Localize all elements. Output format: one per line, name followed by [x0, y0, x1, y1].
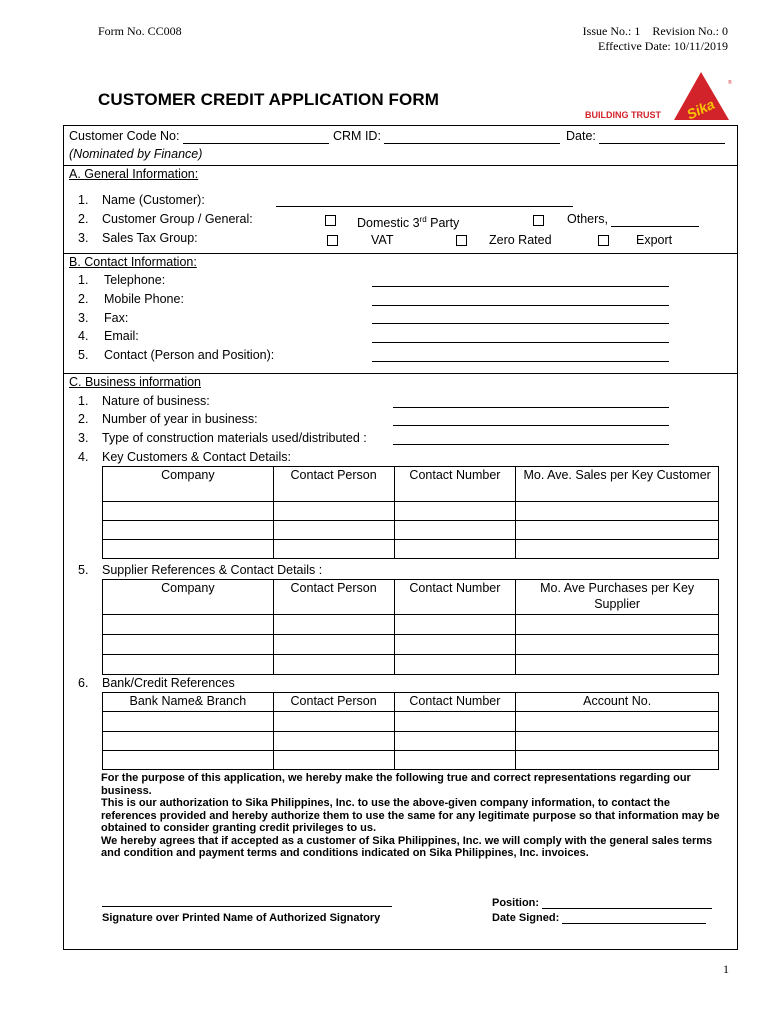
- email-label: Email:: [104, 329, 139, 343]
- divider: [63, 373, 738, 374]
- date-line[interactable]: [599, 132, 725, 144]
- form-number: Form No. CC008: [98, 24, 182, 38]
- sika-logo-icon: [672, 70, 732, 122]
- table-row[interactable]: [103, 615, 719, 635]
- page-number: 1: [723, 962, 729, 976]
- item-number: 6.: [78, 676, 89, 690]
- others-checkbox[interactable]: [533, 215, 544, 226]
- sika-logo: [672, 70, 732, 122]
- item-number: 3.: [78, 231, 89, 245]
- page-title: CUSTOMER CREDIT APPLICATION FORM: [98, 90, 439, 109]
- sales-tax-label: Sales Tax Group:: [102, 231, 198, 245]
- item-number: 2.: [78, 212, 89, 226]
- column-header: Account No.: [516, 693, 719, 712]
- table-row[interactable]: [103, 751, 719, 770]
- legal-paragraph: This is our authorization to Sika Philippines, Inc. to use the above-given company information, to contact the references provided and hereby authorize them to use the same for any legitimate purpose so that information may be obtained to consider granting credit privileges to us.: [101, 797, 720, 834]
- customer-code-label: Customer Code No:: [69, 129, 180, 143]
- name-line[interactable]: [276, 206, 573, 207]
- zero-rated-option: Zero Rated: [489, 233, 552, 247]
- years-in-business-label: Number of year in business:: [102, 412, 258, 426]
- column-header: Contact Person: [273, 467, 394, 502]
- supplier-references-label: Supplier References & Contact Details :: [102, 563, 323, 577]
- bank-references-table: [102, 692, 719, 770]
- column-header: Mo. Ave Purchases per Key Supplier: [516, 580, 719, 615]
- date-field[interactable]: [566, 129, 725, 144]
- divider: [63, 253, 738, 254]
- nature-of-business-label: Nature of business:: [102, 394, 210, 408]
- section-a-heading: A. General Information:: [69, 167, 199, 181]
- column-header: Company: [103, 580, 274, 615]
- column-header: Contact Number: [394, 467, 516, 502]
- effective-date: Effective Date: 10/11/2019: [598, 39, 728, 53]
- table-row[interactable]: [103, 655, 719, 675]
- others-line[interactable]: [611, 215, 699, 227]
- item-number: 3.: [78, 431, 89, 445]
- fax-label: Fax:: [104, 311, 129, 325]
- supplier-references-table: [102, 579, 719, 675]
- item-number: 1.: [78, 273, 89, 287]
- domestic-option: Domestic 3rd Party: [357, 215, 460, 231]
- item-number: 1.: [78, 394, 89, 408]
- brand-tagline: BUILDING TRUST: [585, 110, 661, 120]
- item-number: 3.: [78, 311, 89, 325]
- issue-revision: Issue No.: 1 Revision No.: 0: [582, 24, 728, 38]
- table-header-row: [103, 467, 719, 502]
- table-row[interactable]: [103, 540, 719, 559]
- column-header: Bank Name& Branch: [103, 693, 274, 712]
- column-header: Contact Person: [273, 580, 394, 615]
- column-header: Contact Number: [394, 580, 516, 615]
- svg-text:®: ®: [728, 80, 732, 86]
- column-header: Contact Number: [394, 693, 516, 712]
- telephone-label: Telephone:: [104, 273, 166, 287]
- section-b-heading: B. Contact Information:: [69, 255, 197, 269]
- table-row[interactable]: [103, 635, 719, 655]
- key-customers-label: Key Customers & Contact Details:: [102, 450, 291, 464]
- table-row[interactable]: [103, 502, 719, 521]
- others-option[interactable]: Others,: [567, 212, 699, 227]
- name-label: Name (Customer):: [102, 193, 205, 207]
- item-number: 5.: [78, 348, 89, 362]
- table-row[interactable]: [103, 521, 719, 540]
- column-header: Company: [103, 467, 274, 502]
- item-number: 2.: [78, 292, 89, 306]
- legal-paragraph: For the purpose of this application, we hereby make the following true and correct representations regarding our business.: [101, 772, 691, 797]
- item-number: 5.: [78, 563, 89, 577]
- date-signed-field[interactable]: [492, 912, 706, 924]
- crm-id-label: CRM ID:: [333, 129, 381, 143]
- zero-rated-checkbox[interactable]: [456, 235, 467, 246]
- item-number: 1.: [78, 193, 89, 207]
- contact-person-label: Contact (Person and Position):: [104, 348, 275, 362]
- export-option: Export: [636, 233, 673, 247]
- item-number: 4.: [78, 450, 89, 464]
- date-label: Date:: [566, 129, 596, 143]
- signature-line[interactable]: [102, 906, 392, 907]
- contact-person-line[interactable]: [372, 361, 669, 362]
- vat-checkbox[interactable]: [327, 235, 338, 246]
- section-c-heading: C. Business information: [69, 375, 202, 389]
- position-label: Position:: [492, 897, 540, 909]
- table-header-row: [103, 580, 719, 615]
- years-in-business-line[interactable]: [393, 425, 669, 426]
- key-customers-table: [102, 466, 719, 559]
- signatory-label: Signature over Printed Name of Authorized Signatory: [102, 912, 381, 924]
- mobile-phone-label: Mobile Phone:: [104, 292, 184, 306]
- vat-option: VAT: [371, 233, 394, 247]
- crm-id-line[interactable]: [384, 132, 560, 144]
- customer-code-field[interactable]: [69, 129, 329, 144]
- table-row[interactable]: [103, 732, 719, 751]
- position-field[interactable]: [492, 897, 712, 909]
- nature-of-business-line[interactable]: [393, 407, 669, 408]
- table-header-row: [103, 693, 719, 712]
- bank-references-label: Bank/Credit References: [102, 676, 235, 690]
- table-row[interactable]: [103, 712, 719, 732]
- divider: [63, 165, 738, 166]
- column-header: Mo. Ave. Sales per Key Customer: [516, 467, 719, 502]
- customer-group-label: Customer Group / General:: [102, 212, 253, 226]
- legal-statement: [101, 772, 721, 860]
- domestic-checkbox[interactable]: [325, 215, 336, 226]
- materials-line[interactable]: [393, 444, 669, 445]
- nominated-note: (Nominated by Finance): [69, 147, 203, 161]
- column-header: Contact Person: [273, 693, 394, 712]
- item-number: 4.: [78, 329, 89, 343]
- legal-paragraph: We hereby agrees that if accepted as a customer of Sika Philippines, Inc. we will comply with the general sales terms and condition and payment terms and conditions indicated on Sika Philippines, Inc. invoices.: [101, 834, 713, 859]
- export-checkbox[interactable]: [598, 235, 609, 246]
- crm-id-field[interactable]: [333, 129, 560, 144]
- mobile-phone-line[interactable]: [372, 305, 669, 306]
- materials-label: Type of construction materials used/distributed :: [102, 431, 367, 445]
- fax-line[interactable]: [372, 323, 669, 324]
- svg-text:Sika: Sika: [684, 95, 718, 122]
- item-number: 2.: [78, 412, 89, 426]
- date-signed-label: Date Signed:: [492, 912, 560, 924]
- date-signed-line[interactable]: [562, 913, 706, 924]
- customer-code-line[interactable]: [183, 132, 329, 144]
- email-line[interactable]: [372, 342, 669, 343]
- telephone-line[interactable]: [372, 286, 669, 287]
- position-line[interactable]: [542, 898, 712, 909]
